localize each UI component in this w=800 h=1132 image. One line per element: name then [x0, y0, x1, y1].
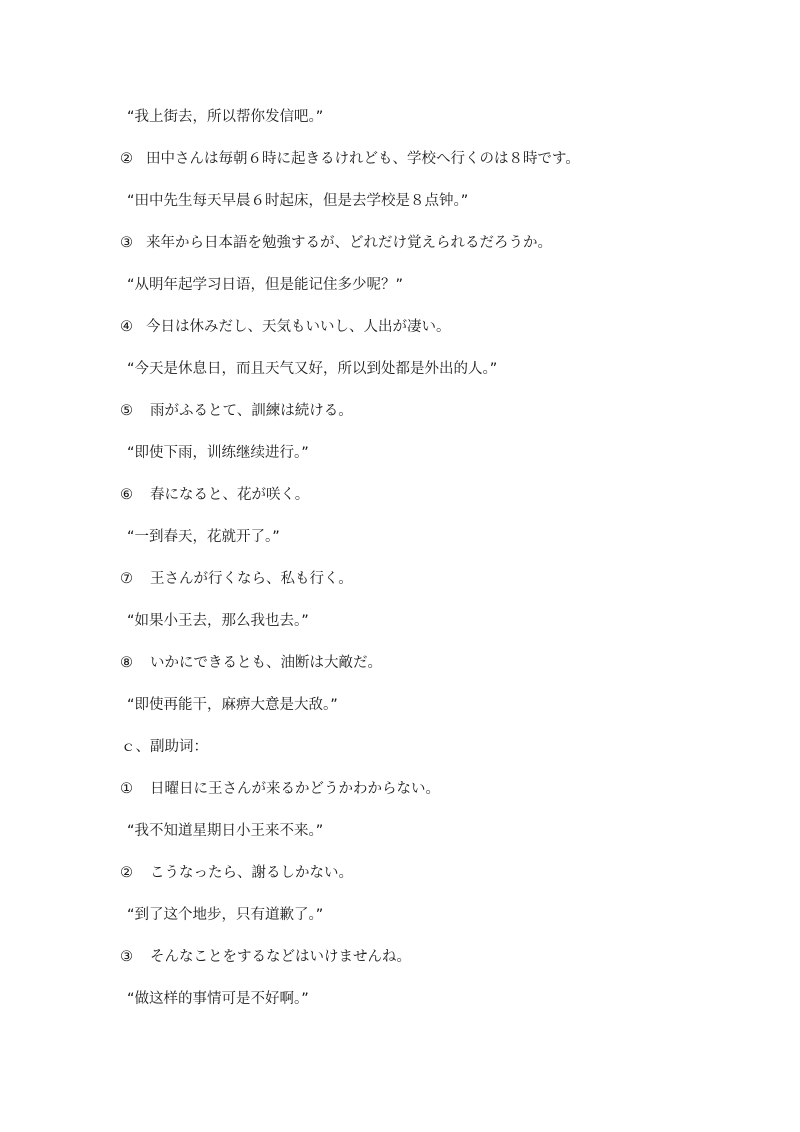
- item-number: ⑧: [120, 655, 133, 671]
- example-sentence: [0, 229, 800, 271]
- translation-line: “即使再能干，麻痹大意是大敌。”: [127, 697, 338, 713]
- example-sentence: [0, 859, 800, 901]
- sentence-text: 王さんが行くなら、私も行く。: [150, 571, 353, 587]
- document-body: [0, 103, 800, 1027]
- translation-line: “做这样的事情可是不好啊。”: [127, 991, 309, 1007]
- item-number: ④: [120, 319, 133, 335]
- item-number: ①: [120, 781, 133, 797]
- example-sentence: [0, 481, 800, 523]
- translation-line: “我不知道星期日小王来不来。”: [127, 823, 324, 839]
- example-sentence: [0, 775, 800, 817]
- translation-line: “我上街去，所以帮你发信吧。”: [127, 109, 324, 125]
- example-sentence: [0, 565, 800, 607]
- example-sentence: [0, 397, 800, 439]
- item-number: ⑦: [120, 571, 133, 587]
- sentence-text: そんなことをするなどはいけませんね。: [150, 949, 411, 965]
- example-sentence: [0, 313, 800, 355]
- item-number: ⑤: [120, 403, 133, 419]
- example-sentence: [0, 649, 800, 691]
- translation-line: “如果小王去，那么我也去。”: [127, 613, 309, 629]
- translation-line: “即使下雨，训练继续进行。”: [127, 445, 309, 461]
- sentence-text: 雨がふるとて、訓練は続ける。: [150, 403, 353, 419]
- example-sentence: [0, 943, 800, 985]
- sentence-text: 春になると、花が咲く。: [150, 487, 310, 503]
- translation-line: “从明年起学习日语，但是能记住多少呢？”: [127, 277, 404, 293]
- example-sentence: [0, 145, 800, 187]
- item-number: ②: [120, 865, 133, 881]
- item-number: ③: [120, 235, 133, 251]
- sentence-text: 日曜日に王さんが来るかどうかわからない。: [150, 781, 440, 797]
- translation-line: “一到春天，花就开了。”: [127, 529, 280, 545]
- sentence-text: 来年から日本語を勉強するが、どれだけ覚えられるだろうか。: [146, 235, 552, 251]
- sentence-text: 今日は休みだし、天気もいいし、人出が凄い。: [146, 319, 451, 335]
- translation-line: “今天是休息日，而且天气又好，所以到处都是外出的人。”: [127, 361, 498, 377]
- translation-line: “田中先生每天早晨６时起床，但是去学校是８点钟。”: [127, 193, 469, 209]
- item-number: ③: [120, 949, 133, 965]
- sentence-text: こうなったら、謝るしかない。: [150, 865, 353, 881]
- item-number: ⑥: [120, 487, 133, 503]
- item-number: ②: [120, 151, 133, 167]
- translation-line: “到了这个地步，只有道歉了。”: [127, 907, 324, 923]
- sentence-text: 田中さんは毎朝６時に起きるけれども、学校へ行くのは８時です。: [146, 151, 580, 167]
- section-heading: ｃ、副助词：: [121, 739, 208, 755]
- sentence-text: いかにできるとも、油断は大敵だ。: [150, 655, 382, 671]
